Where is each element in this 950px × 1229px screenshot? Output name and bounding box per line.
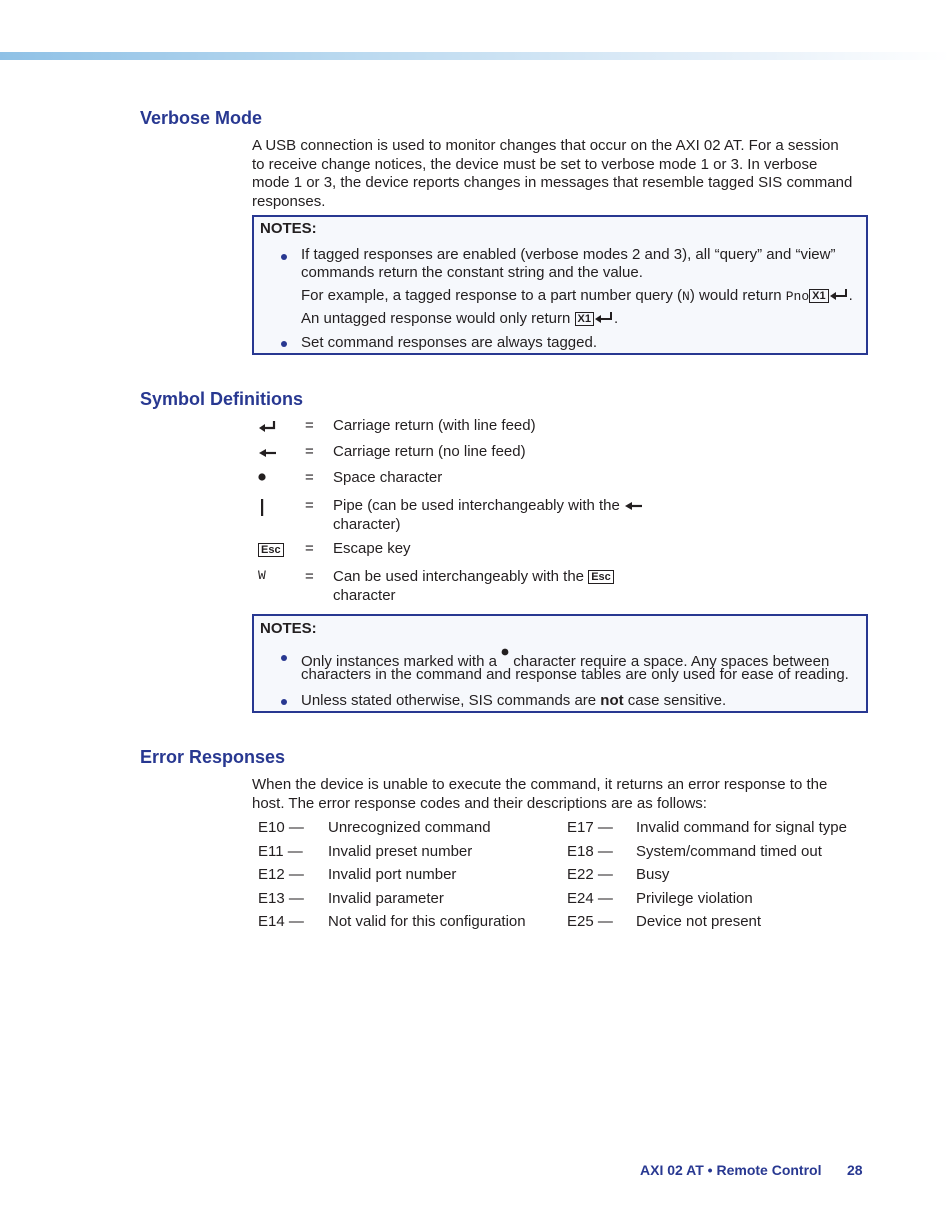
note-example-tagged: [301, 287, 853, 307]
verbose-mode-paragraph: [252, 137, 867, 211]
error-responses-heading: Error Responses: [140, 747, 286, 767]
error-description: Invalid command for signal type: [636, 819, 847, 836]
error-code: E18 —: [567, 843, 613, 860]
error-code: E17 —: [567, 819, 613, 836]
equals-sign: =: [305, 540, 314, 557]
error-code: E11 —: [258, 843, 303, 860]
note-text: characters in the command and response tables are only used for ease of reading.: [301, 666, 849, 683]
note-text: ) would return: [689, 287, 786, 304]
paragraph-line: When the device is unable to execute the command, it returns an error response to the: [252, 776, 828, 793]
error-description: Invalid parameter: [328, 890, 444, 907]
equals-sign: =: [305, 497, 314, 514]
note-emphasis: not: [600, 692, 624, 709]
symbol-description: Space character: [333, 469, 443, 486]
note-text: An untagged response would only return: [301, 310, 575, 327]
note-text: character require a space. Any spaces between: [513, 653, 830, 670]
error-code: E25 —: [567, 913, 613, 930]
paragraph-line: A USB connection is used to monitor changes that occur on the AXI 02 AT. For a session: [252, 137, 839, 154]
note-text: commands return the constant string and the value.: [301, 264, 643, 281]
error-description: Busy: [636, 866, 670, 883]
page-number: 28: [847, 1162, 863, 1178]
symbol-description-text: character): [333, 515, 401, 533]
symbol-description-text: Can be used interchangeably with the: [333, 568, 585, 585]
symbol-description-text: Pipe (can be used interchangeably with the: [333, 497, 620, 514]
note-text: .: [848, 287, 853, 304]
footer-title: AXI 02 AT • Remote Control: [640, 1162, 822, 1178]
equals-sign: =: [305, 568, 314, 585]
note-text: Set command responses are always tagged.: [301, 334, 597, 351]
symbol-notes-box: [252, 614, 868, 713]
x1-variable-box: X1: [809, 289, 828, 303]
carriage-return-icon: [594, 311, 614, 325]
error-code: E12 —: [258, 866, 304, 883]
error-code: E14 —: [258, 913, 304, 930]
symbol-definitions-heading: Symbol Definitions: [140, 389, 304, 409]
symbol-description: [333, 497, 644, 534]
notes-title: NOTES:: [260, 620, 317, 637]
escape-key-icon: Esc: [588, 570, 614, 584]
carriage-return-line-feed-icon: [258, 420, 278, 434]
note-line: [301, 692, 726, 711]
bullet-icon: [281, 254, 287, 260]
x1-variable-box: X1: [575, 312, 594, 326]
note-text: .: [613, 310, 619, 327]
error-responses-paragraph: [252, 776, 867, 813]
escape-key-icon: Esc: [258, 543, 284, 557]
error-description: Not valid for this configuration: [328, 913, 526, 930]
error-description: System/command timed out: [636, 843, 822, 860]
symbol-description: Escape key: [333, 540, 411, 557]
symbol-description: [333, 568, 614, 605]
notes-title: NOTES:: [260, 220, 317, 237]
error-code: E24 —: [567, 890, 613, 907]
carriage-return-icon: [829, 288, 849, 302]
carriage-return-no-line-feed-icon: [624, 500, 644, 512]
error-code: E10 —: [258, 819, 304, 836]
note-text: case sensitive.: [623, 692, 727, 709]
paragraph-line: host. The error response codes and their descriptions are as follows:: [252, 794, 707, 812]
note-text: Unless stated otherwise, SIS commands are: [301, 692, 601, 709]
bullet-icon: [281, 341, 287, 347]
note-example-untagged: [301, 310, 618, 329]
space-dot-icon: [258, 473, 268, 483]
command-text: N: [682, 289, 690, 304]
equals-sign: =: [305, 417, 314, 434]
header-gradient-band: [0, 52, 950, 60]
bullet-icon: [281, 655, 287, 661]
error-description: Privilege violation: [636, 890, 753, 907]
pipe-icon: [258, 499, 266, 517]
symbol-description: Carriage return (with line feed): [333, 417, 536, 434]
error-description: Device not present: [636, 913, 762, 930]
paragraph-line: responses.: [252, 192, 326, 210]
error-description: Unrecognized command: [328, 819, 491, 836]
paragraph-line: to receive change notices, the device must be set to verbose mode 1 or 3. In verbose: [252, 155, 818, 173]
command-text: Pno: [785, 289, 810, 304]
equals-sign: =: [305, 443, 314, 460]
note-text: If tagged responses are enabled (verbose modes 2 and 3), all “query” and “view”: [301, 246, 836, 263]
space-dot-icon: [501, 648, 509, 662]
note-text: Only instances marked with a: [301, 653, 497, 670]
carriage-return-no-line-feed-icon: [258, 447, 278, 459]
verbose-notes-box: [252, 215, 868, 355]
symbol-description: Carriage return (no line feed): [333, 443, 526, 460]
error-code: E13 —: [258, 890, 304, 907]
error-description: Invalid preset number: [328, 843, 473, 860]
bullet-icon: [281, 699, 287, 705]
equals-sign: =: [305, 469, 314, 486]
note-text: For example, a tagged response to a part number query (: [301, 287, 683, 304]
error-code: E22 —: [567, 866, 613, 883]
verbose-mode-heading: Verbose Mode: [140, 108, 263, 128]
w-glyph: W: [258, 568, 266, 583]
paragraph-line: mode 1 or 3, the device reports changes in messages that resemble tagged SIS command: [252, 174, 853, 191]
symbol-description-text: character: [333, 586, 396, 604]
error-description: Invalid port number: [328, 866, 457, 883]
